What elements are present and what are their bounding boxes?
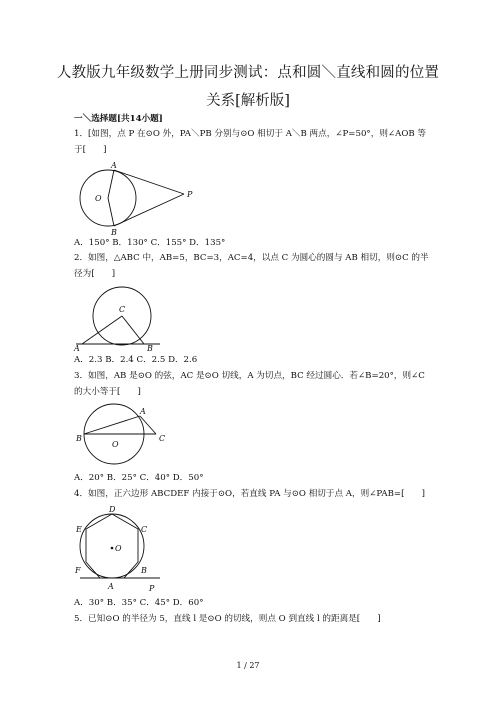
page-number: 1 / 27 [236,661,260,670]
q3-label-b: B [76,434,82,443]
q3-chord-ab [84,416,140,434]
q1-text-line2: 于[ ] [74,145,107,155]
q2-text-line2: 径为[ ] [74,269,116,279]
q1-label-a: A [111,161,117,170]
q1-options: A．150° B．130° C．155° D．135° [74,238,226,248]
q2-label-b: B [147,344,153,353]
q3-figure [76,403,176,465]
q4-label-f: F [75,566,81,575]
q3-label-o: O [112,440,119,449]
q1-label-b: B [111,228,117,237]
q3-text-line2: 的大小等于[ ] [74,387,141,397]
q4-text-line1: 4．如图，正六边形 ABCDEF 内接于⊙O，若直线 PA 与⊙O 相切于点 A，则∠PAB=[ ] [74,489,426,499]
title-line-1: 人教版九年级数学上册同步测试：点和圆＼直线和圆的位置 [56,65,440,81]
q2-text-line1: 2．如图，△ABC 中，AB=5，BC=3，AC=4，以点 C 为圆心的圆与 AB 相切，则⊙C 的半 [74,253,429,263]
q1-label-p: P [187,190,193,199]
q4-options: A．30° B．35° C．45° D．60° [74,598,204,608]
q5-text-line1: 5．已知⊙O 的半径为 5，直线 l 是⊙O 的切线，则点 O 到直线 l 的距离是[ ] [74,614,381,624]
q4-label-a: A [108,582,114,591]
q2-figure [74,284,164,353]
q4-label-o: O [115,544,122,553]
q4-label-b: B [141,566,147,575]
title-line-2: 关系[解析版] [206,93,290,109]
q1-text-line1: 1．[如图，点 P 在⊙O 外，PA＼PB 分别与⊙O 相切于 A＼B 两点，∠P=50°，则∠AOB 等 [74,129,427,139]
q1-radius-ob [108,198,114,226]
q2-side-ac [82,316,122,344]
section-heading: 一＼选择题[共14小题] [74,114,163,124]
q3-options: A．20° B．25° C．40° D．50° [74,473,204,483]
q2-label-c: C [119,305,126,314]
q1-tangent-pa [114,170,184,194]
q4-label-p: P [149,584,155,593]
q1-label-o: O [95,194,102,203]
q4-center-dot [111,547,114,550]
q4-circle [80,514,144,578]
q2-side-bc [122,316,144,344]
q2-label-a: A [74,344,80,353]
q1-radius-oa [108,170,114,198]
q4-label-e: E [76,525,82,534]
q4-label-c: C [141,525,148,534]
q3-label-c: C [159,434,166,443]
q2-options: A．2.3 B．2.4 C．2.5 D．2.6 [74,355,198,365]
q1-tangent-pb [114,194,184,226]
q1-figure [78,160,198,236]
q3-text-line1: 3．如图，AB 是⊙O 的弦，AC 是⊙O 切线，A 为切点，BC 经过圆心．若∠B=20°，则∠C [74,371,425,381]
q4-hexagon [86,514,138,578]
q3-label-a: A [140,407,146,416]
q4-figure [74,506,164,592]
q4-label-d: D [109,505,116,514]
